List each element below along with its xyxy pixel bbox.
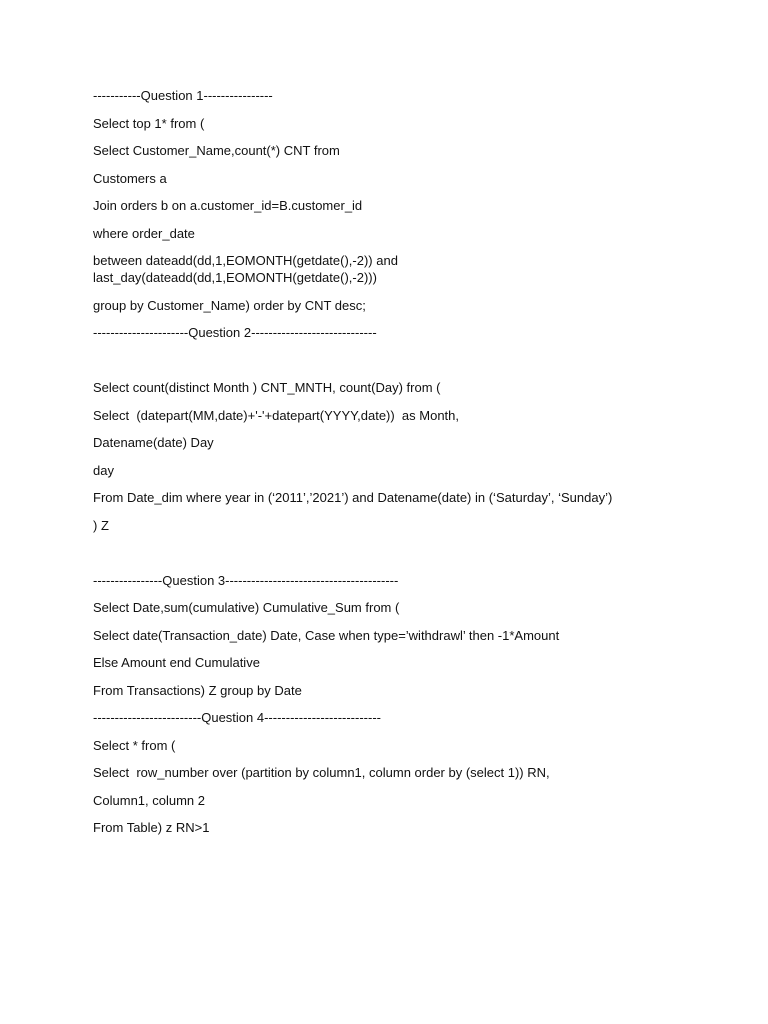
text-line: ) Z: [93, 517, 109, 533]
text-line: day: [93, 462, 114, 478]
text-line: Select * from (: [93, 737, 176, 753]
text-line: Select top 1* from (: [93, 115, 205, 131]
question-1-heading: -----------Question 1----------------: [93, 88, 273, 103]
blank-line: [93, 544, 683, 561]
text-line: Else Amount end Cumulative: [93, 655, 260, 670]
text-line: Select date(Transaction_date) Date, Case when type=’withdrawl’ then -1*Amount: [93, 627, 560, 643]
text-line: Customers a: [93, 170, 167, 186]
text-line: From Date_dim where year in (‘2011’,’2021’) and Datename(date) in (‘Saturday’, ‘Sunday’): [93, 490, 613, 505]
question-2-heading: ----------------------Question 2-----------------------------: [93, 325, 377, 340]
question-4-heading: -------------------------Question 4---------------------------: [93, 710, 381, 725]
question-3-heading: ----------------Question 3----------------------------------------: [93, 572, 399, 588]
text-line: where order_date: [93, 225, 195, 241]
text-line: From Transactions) Z group by Date: [93, 682, 302, 698]
text-line: group by Customer_Name) order by CNT desc;: [93, 297, 366, 313]
text-line: Select count(distinct Month ) CNT_MNTH, count(Day) from (: [93, 380, 441, 395]
document-body: [93, 87, 683, 847]
text-line: between dateadd(dd,1,EOMONTH(getdate(),-2)) and last_day(dateadd(dd,1,EOMONTH(getdate(),-2))): [93, 253, 402, 285]
text-line: Select (datepart(MM,date)+'-'+datepart(YYYY,date)) as Month,: [93, 407, 460, 423]
text-line: Datename(date) Day: [93, 435, 214, 450]
blank-line: [93, 352, 683, 369]
text-line: From Table) z RN>1: [93, 820, 210, 835]
text-line: Select Date,sum(cumulative) Cumulative_Sum from (: [93, 600, 400, 615]
text-line: Column1, column 2: [93, 792, 205, 808]
text-line: Select row_number over (partition by column1, column order by (select 1)) RN,: [93, 765, 550, 780]
text-line: Join orders b on a.customer_id=B.customer_id: [93, 198, 363, 213]
text-line: Select Customer_Name,count(*) CNT from: [93, 143, 340, 158]
